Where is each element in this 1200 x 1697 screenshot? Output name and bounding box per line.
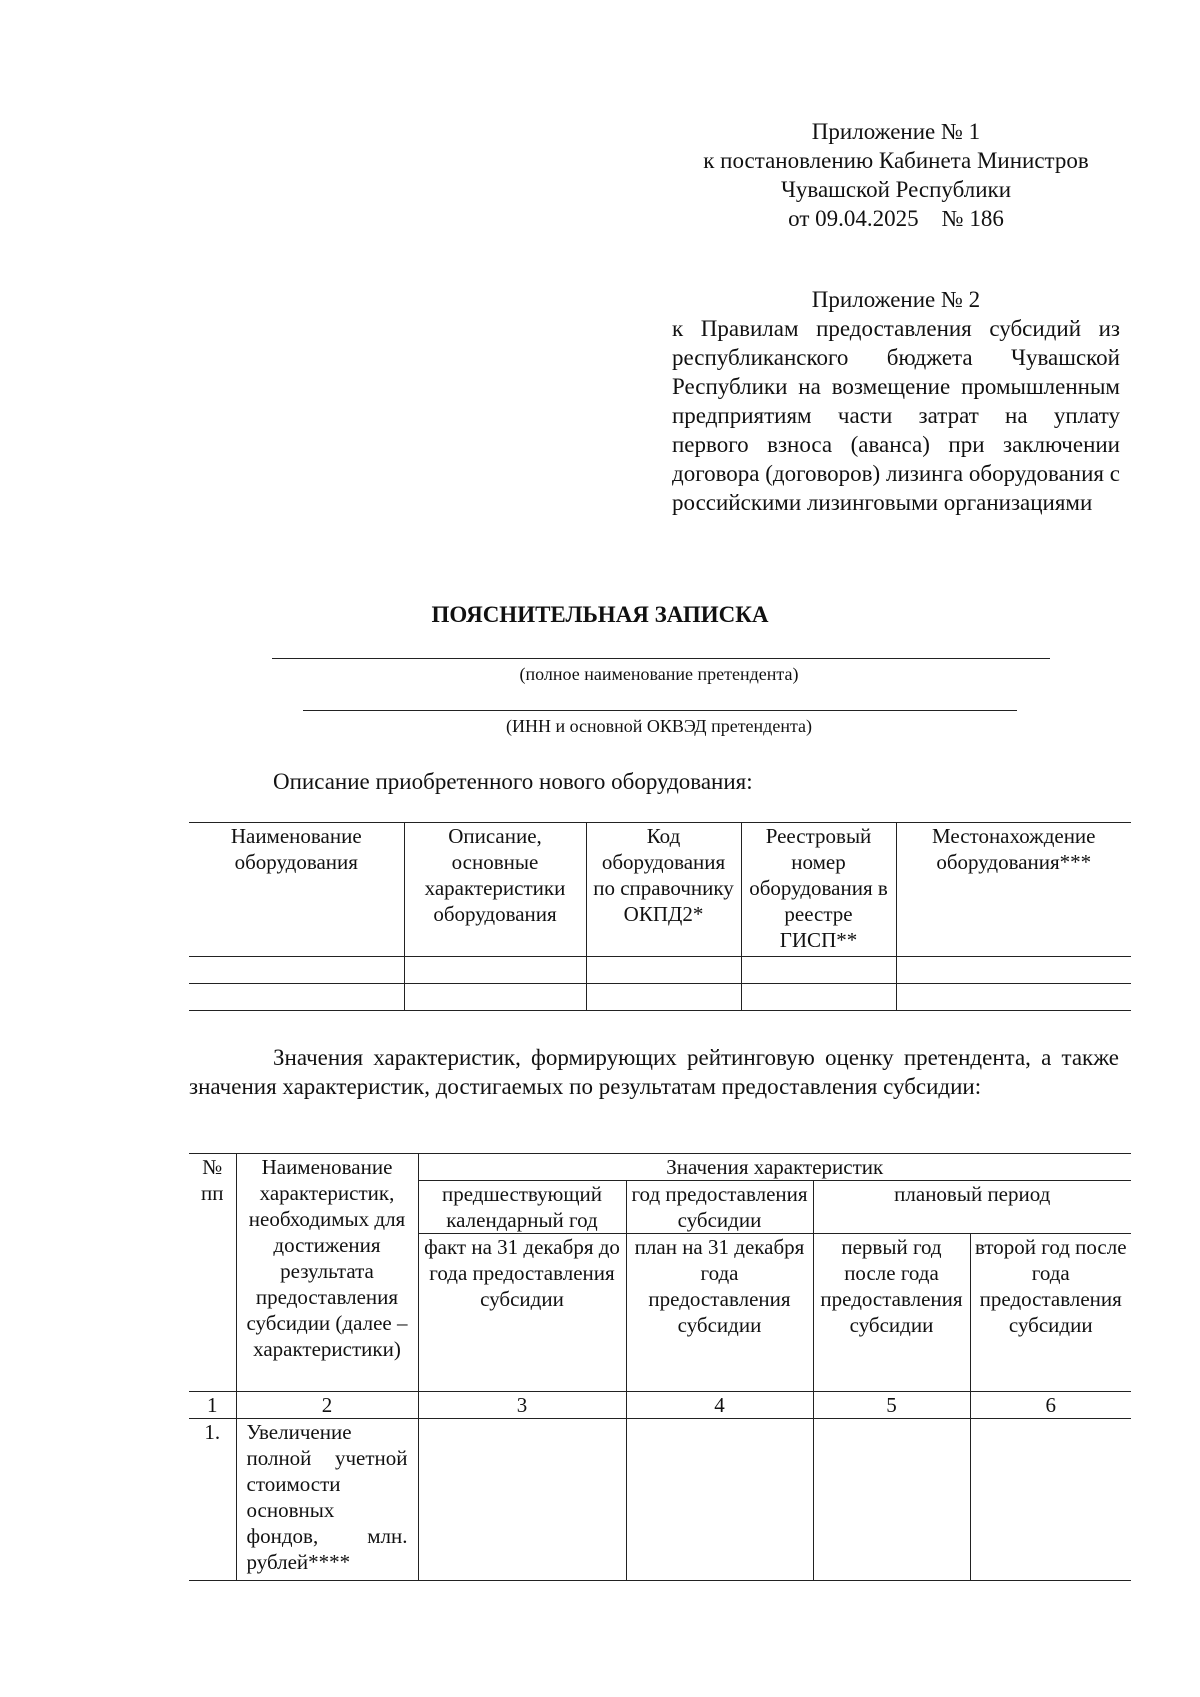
col-name-header: Наименование характеристик, необходимых для достижения результата предоставления субсидии (далее – характеристики) <box>236 1154 418 1392</box>
applicant-name-line <box>272 658 1050 659</box>
column-number: 4 <box>626 1392 813 1419</box>
table-row <box>189 1419 1131 1581</box>
appendix-1-line: Приложение № 1 <box>811 119 981 144</box>
second-year-header: второй год после года предоставления субсидии <box>970 1234 1131 1392</box>
prev-year-header: предшествующий календарный год <box>418 1181 626 1234</box>
column-numbers-row <box>189 1392 1131 1419</box>
fact-header: факт на 31 декабря до года предоставления субсидии <box>418 1234 626 1392</box>
grant-year-header: год предоставления субсидии <box>626 1181 813 1234</box>
appendix-2-title: Приложение № 2 <box>811 287 981 312</box>
values-group-header: Значения характеристик <box>418 1154 1131 1181</box>
applicant-inn-caption: (ИНН и основной ОКВЭД претендента) <box>505 716 813 736</box>
applicant-name-caption: (полное наименование претендента) <box>519 664 799 684</box>
column-number: 3 <box>418 1392 626 1419</box>
table-cell <box>741 957 896 984</box>
row-number: 1. <box>189 1419 236 1581</box>
column-number: 6 <box>970 1392 1131 1419</box>
table-cell <box>970 1419 1131 1581</box>
first-year-header: первый год после года предоставления субсидии <box>813 1234 970 1392</box>
appendix-1-line: от 09.04.2025 № 186 <box>788 206 1004 231</box>
table-cell <box>741 984 896 1011</box>
equipment-empty-row <box>189 957 1131 984</box>
equipment-header-location: Местонахождение оборудования*** <box>896 823 1131 957</box>
document-title: ПОЯСНИТЕЛЬНАЯ ЗАПИСКА <box>431 602 769 627</box>
plan-header: план на 31 декабря года предоставления субсидии <box>626 1234 813 1392</box>
appendix-1-line: Чувашской Республики <box>780 177 1012 202</box>
table-cell <box>626 1419 813 1581</box>
appendix-1-header <box>672 117 1120 233</box>
planned-period-header: плановый период <box>813 1181 1131 1234</box>
table-cell <box>404 957 586 984</box>
table-cell <box>586 957 741 984</box>
equipment-table <box>189 822 1131 1011</box>
table-cell <box>586 984 741 1011</box>
equipment-header-name: Наименование оборудования <box>189 823 404 957</box>
column-number: 2 <box>236 1392 418 1419</box>
equipment-header-registry: Реестровый номер оборудования в реестре ГИСП** <box>741 823 896 957</box>
col-number-header: № пп <box>189 1154 236 1392</box>
table-cell <box>896 984 1131 1011</box>
characteristics-table <box>189 1153 1131 1581</box>
equipment-intro: Описание приобретенного нового оборудования: <box>273 769 753 794</box>
appendix-1-line: к постановлению Кабинета Министров <box>703 148 1089 173</box>
column-number: 1 <box>189 1392 236 1419</box>
row-name: Увеличение полной учетной стоимости основных фондов, млн. рублей**** <box>236 1419 418 1581</box>
column-number: 5 <box>813 1392 970 1419</box>
characteristics-intro: Значения характеристик, формирующих рейтинговую оценку претендента, а также значения характеристик, достигаемых по результатам предоставления субсидии: <box>189 1045 1119 1099</box>
equipment-empty-row <box>189 984 1131 1011</box>
equipment-header-description: Описание, основные характеристики оборудования <box>404 823 586 957</box>
equipment-header-code: Код оборудования по справочнику ОКПД2* <box>586 823 741 957</box>
table-cell <box>418 1419 626 1581</box>
appendix-2-text: к Правилам предоставления субсидий из республиканского бюджета Чувашской Республики на возмещение промышленным предприятиям части затрат на уплату первого взноса (аванса) при заключении договора (договоров) лизинга оборудования с российскими лизинговыми организациями <box>672 316 1120 515</box>
table-cell <box>189 984 404 1011</box>
table-cell <box>404 984 586 1011</box>
table-cell <box>896 957 1131 984</box>
table-cell <box>189 957 404 984</box>
appendix-2-header <box>672 285 1120 517</box>
applicant-inn-line <box>303 710 1017 711</box>
table-cell <box>813 1419 970 1581</box>
